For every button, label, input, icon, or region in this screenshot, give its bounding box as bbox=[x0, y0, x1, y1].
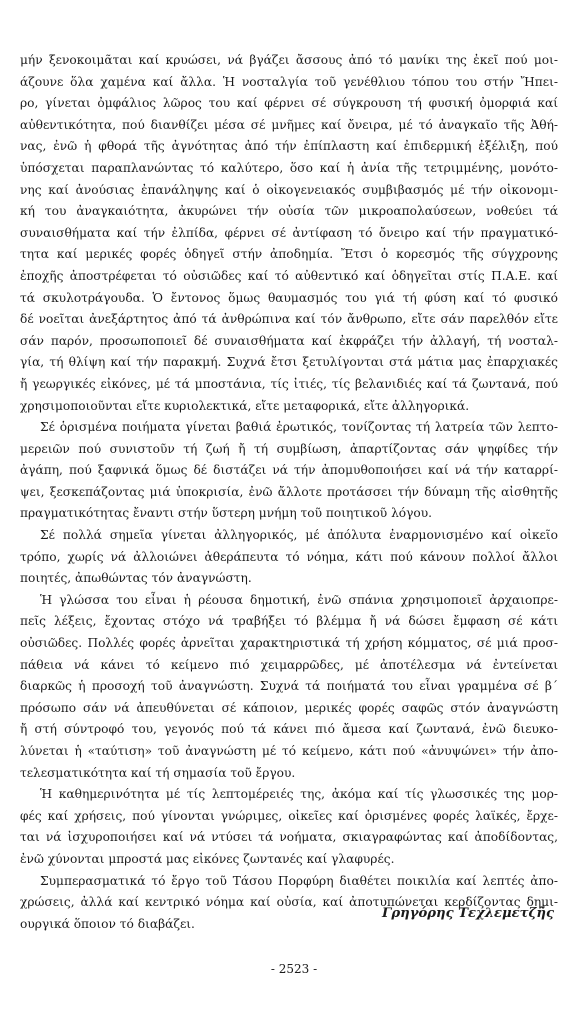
text-line: Σέ ὁρισμένα ποιήματα γίνεται βαθιά ἐρωτικός, τονίζοντας τή λατρεία τῶν λεπτο- bbox=[40, 420, 558, 435]
text-line: οὐσιῶδες. Πολλές φορές ἀρνεῖται χαρακτηριστικά τή χρήση κόμματος, σέ μιά προσ- bbox=[20, 636, 558, 651]
text-line: μήν ξενοκοιμᾶται καί κρυώσει, νά βγάζει ἄσσους ἀπό τό μανίκι της ἐκεῖ πού μοι- bbox=[20, 53, 558, 67]
text-line: πεῖς λέξεις, ἔχοντας στόχο νά τραβήξει τό βλέμμα ἤ νά δώσει ἔμφαση σέ κάτι bbox=[20, 614, 558, 629]
text-line: πραγματικότητας ἔναντι στήν ὕστερη μνήμη τοῦ ποιητικοῦ λόγου. bbox=[20, 506, 433, 521]
text-line: πάθεια νά κάνει τό κείμενο πιό χειμαρρῶδες, μέ ἀποτέλεσμα νά ἐντείνεται bbox=[20, 657, 558, 672]
paragraph bbox=[20, 50, 558, 417]
text-line: ἤ γεωργικές εἰκόνες, μέ τά μποστάνια, τίς ἰτιές, τίς βελανιδιές καί τά ζωντανά, πού bbox=[20, 376, 558, 391]
text-line: ψει, ξεσκεπάζοντας μιά ὑποκρισία, ἐνῶ ἄλλοτε προτάσσει τήν δύναμη τῆς αἰσθητῆς bbox=[20, 484, 558, 499]
text-line: γία, τή θλίψη καί τήν παρακμή. Συχνά ἔτσι ξετυλίγονται στά μάτια μας ἐπαρχιακές bbox=[20, 355, 558, 370]
paragraph bbox=[20, 525, 558, 590]
text-line: τρόπο, χωρίς νά ἀλλοιώνει ἀθεράπευτα τό νόημα, κάτι πού κάνουν πολλοί ἄλλοι bbox=[20, 549, 558, 564]
text-line: συναισθήματα καί τήν ἐλπίδα, φέρνει σέ ἀντίφαση τό ὄνειρο καί τήν πραγματικό- bbox=[20, 225, 558, 240]
text-line: διαρκῶς ἡ προσοχή τοῦ ἀναγνώστη. Συχνά τά ποιήματά του εἶναι γραμμένα σέ β΄ bbox=[20, 679, 558, 694]
text-line: σάν παρόν, προσωποποιεῖ δέ συναισθήματα καί ἐκφράζει τήν ἀλλαγή, τή νοσταλ- bbox=[20, 333, 558, 348]
text-line: Ἡ γλώσσα του εἶναι ἡ ρέουσα δημοτική, ἐνῶ σπάνια χρησιμοποιεῖ ἀρχαιοπρε- bbox=[40, 592, 558, 607]
paragraph bbox=[20, 871, 558, 936]
text-line: μερειῶν πού συνιστοῦν τή ζωή ἤ τή συμβίωση, ἀπαρτίζοντας σάν ψηφίδες τήν bbox=[20, 441, 558, 456]
text-line: φές καί χρήσεις, πού γίνονται γνώριμες, οἰκεῖες καί ὁρισμένες φορές λαϊκές, ἔρχε- bbox=[20, 808, 558, 823]
text-line: νας, ἐνῶ ἡ φθορά τῆς ἀγνότητας ἀπό τήν ἐπίπλαστη καί ἐπιδερμική ἐξέλιξη, πού bbox=[20, 139, 558, 154]
text-line: νης καί ἀνούσιας ἐπανάληψης καί ὁ οἰκογενειακός συμβιβασμός μέ τήν οἰκονομι- bbox=[20, 182, 558, 197]
text-line: Ἡ καθημερινότητα μέ τίς λεπτομέρειές της, ἀκόμα καί τίς γλωσσικές της μορ- bbox=[40, 787, 558, 802]
paragraph bbox=[20, 784, 558, 870]
text-line: ποιητές, ἀπωθώντας τόν ἀναγνώστη. bbox=[20, 571, 252, 586]
text-line: Συμπερασματικά τό ἔργο τοῦ Τάσου Πορφύρη διαθέτει ποικιλία καί λεπτές ἀπο- bbox=[40, 873, 558, 888]
text-line: λύνεται ἡ «ταύτιση» τοῦ ἀναγνώστη μέ τό κείμενο, κάτι πού «ἀνυψώνει» τήν ἀπο- bbox=[20, 744, 558, 758]
text-line: ἐποχῆς ἀποστρέφεται τό οὐσιῶδες καί τό αὐθεντικό καί ὁδηγεῖται στίς Π.Α.Ε. καί bbox=[20, 268, 558, 283]
text-line: κή του ἀναγκαιότητα, ἀκυρώνει τήν οὐσία τῶν μικροαπολαύσεων, νοθεύει τά bbox=[20, 204, 558, 219]
text-line: πρόσωπο σάν νά ἀπευθύνεται σέ κάποιον, μερικές φορές σαφῶς στόν ἀναγνώστη bbox=[20, 700, 558, 715]
text-line: ἐνῶ χύνονται μπροστά μας εἰκόνες ζωντανές καί γλαφυρές. bbox=[20, 851, 395, 866]
text-line: τητα καί μερικές φορές ὁδηγεῖ στήν ἀποδημία. Ἔτσι ὁ κορεσμός τῆς σύγχρονης bbox=[20, 247, 558, 262]
text-line: χρησιμοποιοῦνται εἴτε κυριολεκτικά, εἴτε μεταφορικά, εἴτε ἀλληγορικά. bbox=[20, 398, 470, 413]
text-line: ὑπόσχεται παραπλανώντας τό καλύτερο, ὅσο καί ἡ ἀνία τῆς τετριμμένης, μονότο- bbox=[20, 160, 558, 175]
author-signature: Γρηγόρης Τεχλεμετζῆς bbox=[382, 906, 554, 921]
text-line: ἤ στή σύντροφό του, γεγονός πού τά κάνει πιό ἄμεσα καί ζωντανά, ἐνῶ διευκο- bbox=[20, 722, 558, 737]
text-line: άζουνε ὅλα χαμένα καί ἄλλα. Ἡ νοσταλγία τοῦ γενέθλιου τόπου του στήν Ἤπει- bbox=[20, 74, 558, 89]
text-line: δέ νοεῖται ἀνεξάρτητος ἀπό τά ἀνθρώπινα καί τόν ἄνθρωπο, εἴτε σάν παρελθόν εἴτε bbox=[20, 312, 558, 327]
text-line: αὐθεντικότητα, πού διανθίζει μέσα σέ μνῆμες καί ὄνειρα, μέ τό ἀναγκαῖο τῆς Ἀθή- bbox=[20, 117, 558, 132]
text-line: ἀγάπη, πού ξαφνικά ὅμως δέ διστάζει νά τήν ἀπομυθοποιήσει καί νά τήν καταρρί- bbox=[20, 463, 558, 478]
article-body bbox=[20, 50, 558, 935]
text-line: τελεσματικότητα καί τή σημασία τοῦ ἔργου. bbox=[20, 765, 296, 780]
text-line: ρο, γίνεται ὀμφάλιος λῶρος του καί φέρνει σέ σύγκρουση τή φυσική ὀμορφιά καί bbox=[20, 96, 558, 111]
text-line: ται νά ἰσχυροποιήσει καί νά ντύσει τά νοήματα, σκιαγραφώντας καί ἀποδίδοντας, bbox=[20, 830, 558, 845]
paragraph bbox=[20, 417, 558, 525]
text-line: χρώσεις, ἀλλά καί κεντρικό νόημα καί οὐσία, καί ἀποτυπώνεται κερδίζοντας δημι- bbox=[20, 895, 558, 910]
text-line: τά σκυλοτράγουδα. Ὁ ἔντονος ὅμως θαυμασμός του γιά τή φύση καί τό φυσικό bbox=[20, 290, 558, 305]
text-line: Σέ πολλά σημεῖα γίνεται ἀλληγορικός, μέ ἀπόλυτα ἐναρμονισμένο καί οἰκεῖο bbox=[40, 528, 558, 543]
page-number: - 2523 - bbox=[270, 962, 318, 976]
text-line: ουργικά ὅποιον τό διαβάζει. bbox=[20, 916, 195, 931]
paragraph bbox=[20, 590, 558, 784]
